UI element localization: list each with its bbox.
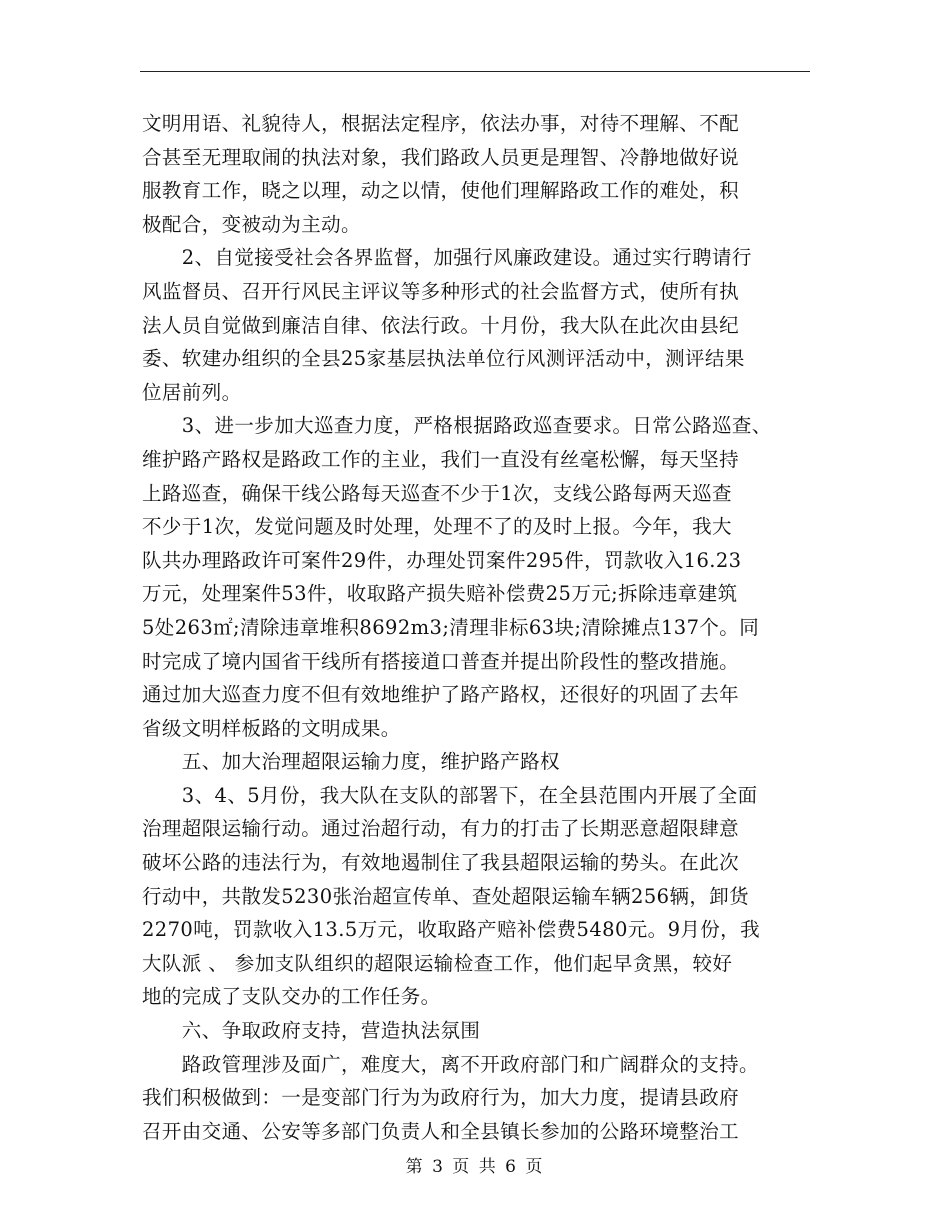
text-line: 不少于1次，发觉问题及时处理，处理不了的及时上报。今年，我大 — [142, 515, 732, 539]
text-line: 风监督员、召开行风民主评议等多种形式的社会监督方式，使所有执 — [142, 279, 740, 303]
text-line: 队共办理路政许可案件29件，办理处罚案件295件，罚款收入16.23 — [142, 548, 742, 572]
text-line: 法人员自觉做到廉洁自律、依法行政。十月份，我大队在此次由县纪 — [142, 313, 740, 337]
text-line: 5处263㎡;清除违章堆积8692m3;清理非标63块;清除摊点137个。同 — [142, 615, 760, 639]
text-line: 服教育工作，晓之以理，动之以情，使他们理解路政工作的难处，积 — [142, 179, 740, 203]
text-line: 2、自觉接受社会各界监督，加强行风廉政建设。通过实行聘请行 — [142, 246, 752, 270]
text-line: 召开由交通、公安等多部门负责人和全县镇长参加的公路环境整治工 — [142, 1119, 740, 1143]
text-line: 委、软建办组织的全县25家基层执法单位行风测评活动中，测评结果 — [142, 347, 745, 371]
page-footer: 第 3 页 共 6 页 — [405, 1157, 545, 1177]
text-line: 行动中，共散发5230张治超宣传单、查处超限运输车辆256辆，卸货 — [142, 884, 750, 908]
text-line: 破坏公路的违法行为，有效地遏制住了我县超限运输的势头。在此次 — [142, 851, 740, 875]
text-line: 上路巡查，确保干线公路每天巡查不少于1次，支线公路每两天巡查 — [142, 481, 732, 505]
text-line: 六、争取政府支持，营造执法氛围 — [142, 1019, 481, 1043]
text-line: 路政管理涉及面广，难度大，离不开政府部门和广阔群众的支持。 — [142, 1052, 759, 1076]
text-line: 位居前列。 — [142, 380, 242, 404]
text-line: 2270吨，罚款收入13.5万元，收取路产赔补偿费5480元。9月份，我 — [142, 918, 760, 942]
text-line: 五、加大治理超限运输力度，维护路产路权 — [142, 750, 560, 774]
text-line: 文明用语、礼貌待人，根据法定程序，依法办事，对待不理解、不配 — [142, 112, 740, 135]
document-body — [142, 107, 822, 1148]
text-line: 地的完成了支队交办的工作任务。 — [142, 985, 441, 1009]
text-line: 3、进一步加大巡查力度，严格根据路政巡查要求。日常公路巡查、 — [142, 414, 772, 438]
text-line: 极配合，变被动为主动。 — [142, 212, 361, 236]
header-rule — [140, 71, 810, 72]
text-line: 大队派 、 参加支队组织的超限运输检查工作，他们起早贪黑，较好 — [142, 951, 733, 975]
text-line: 合甚至无理取闹的执法对象，我们路政人员更是理智、冷静地做好说 — [142, 145, 740, 169]
text-line: 时完成了境内国省干线所有搭接道口普查并提出阶段性的整改措施。 — [142, 649, 740, 673]
text-line: 维护路产路权是路政工作的主业，我们一直没有丝毫松懈，每天坚持 — [142, 447, 740, 471]
text-line: 3、4、5月份，我大队在支队的部署下，在全县范围内开展了全面 — [142, 783, 758, 807]
text-line: 万元，处理案件53件，收取路产损失赔补偿费25万元;拆除违章建筑 — [142, 582, 738, 606]
text-line: 我们积极做到：一是变部门行为为政府行为，加大力度，提请县政府 — [142, 1086, 740, 1110]
text-line: 治理超限运输行动。通过治超行动，有力的打击了长期恶意超限肆意 — [142, 817, 740, 841]
text-line: 通过加大巡查力度不但有效地维护了路产路权，还很好的巩固了去年 — [142, 683, 740, 707]
text-line: 省级文明样板路的文明成果。 — [142, 716, 401, 740]
